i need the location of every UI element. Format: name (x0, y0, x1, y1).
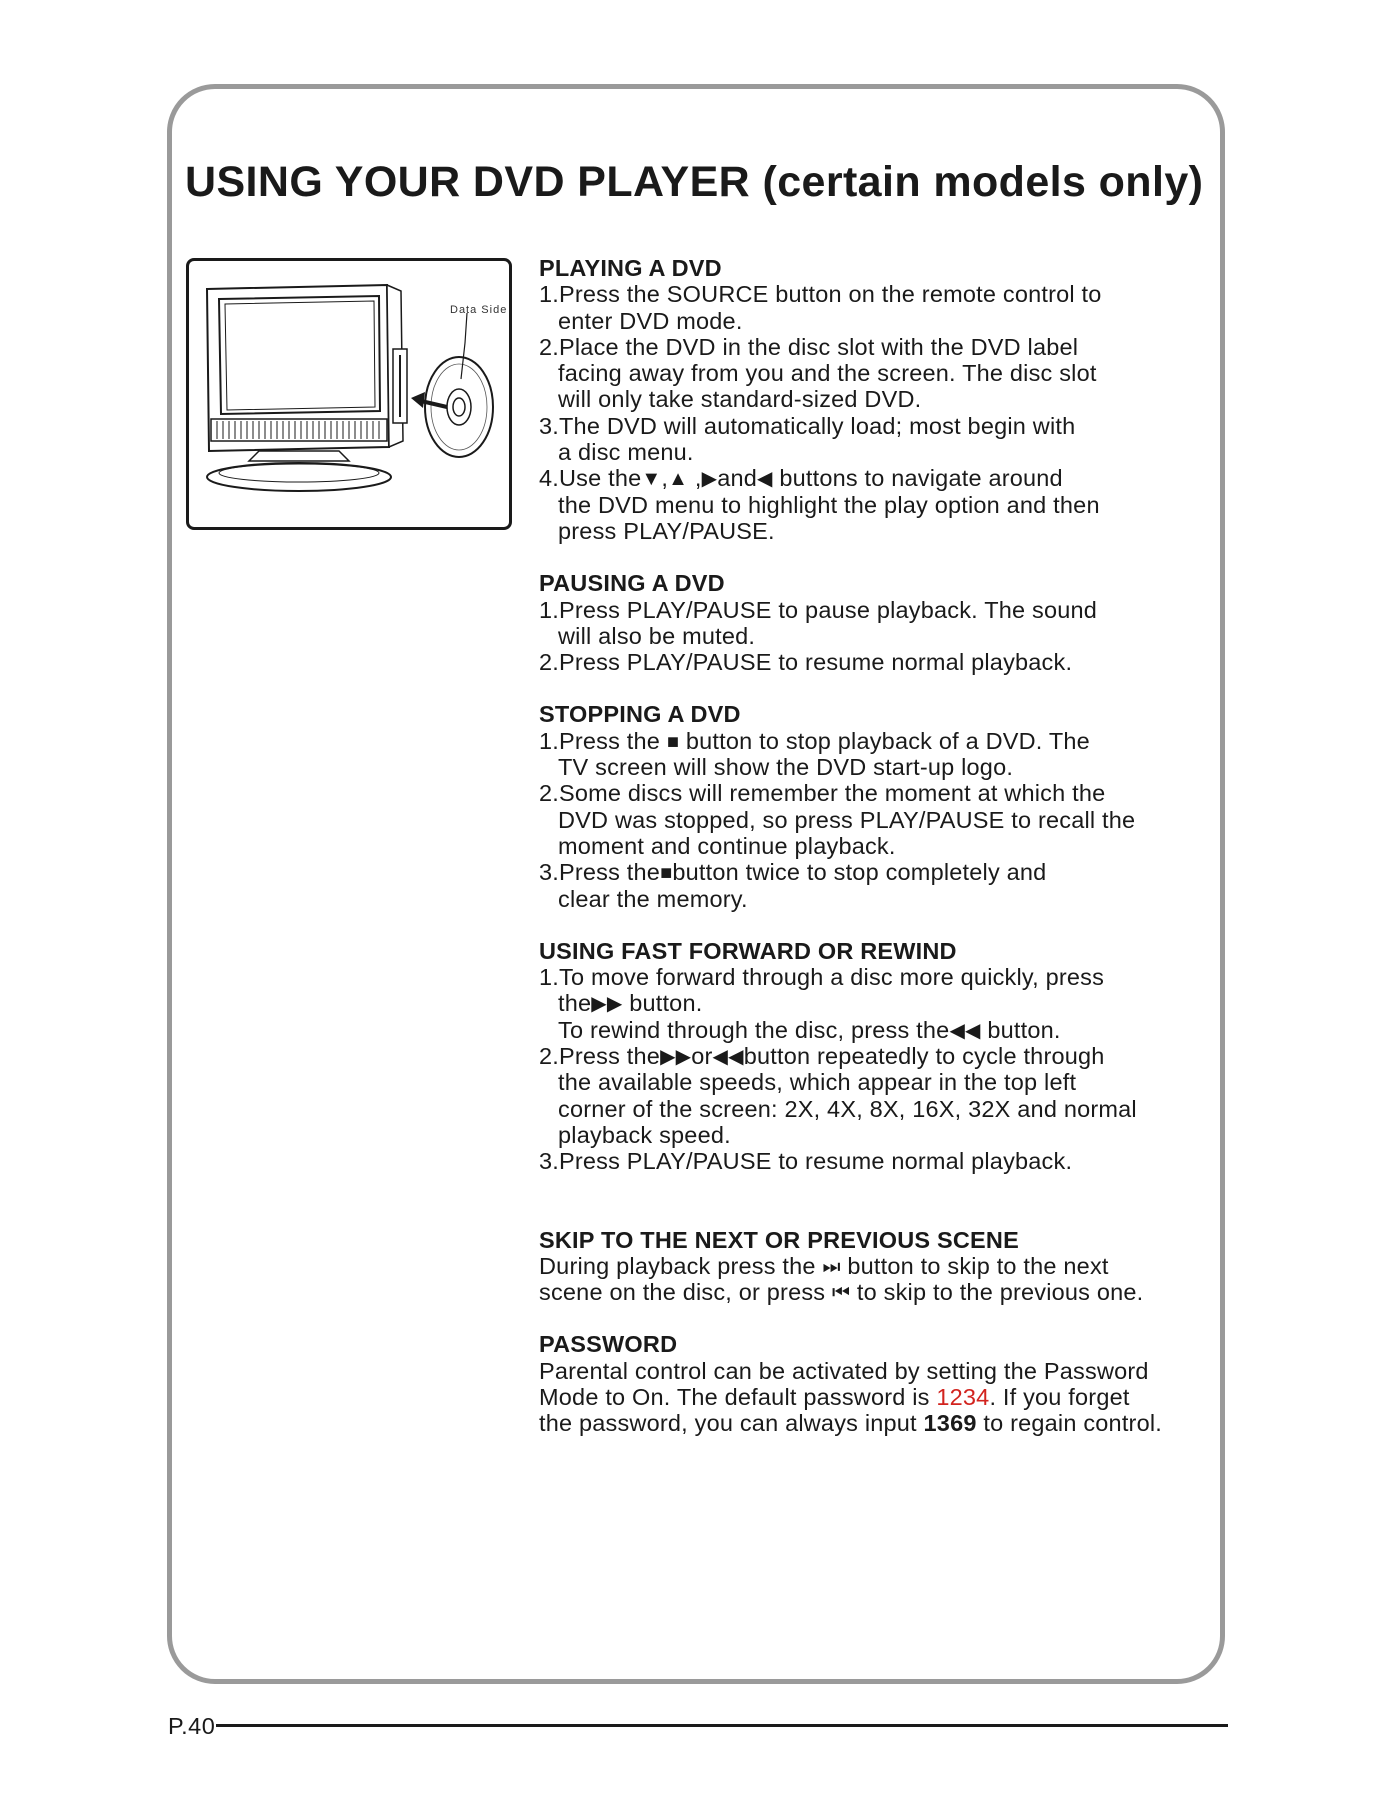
text: button to stop playback of a DVD. The (685, 727, 1090, 754)
stop-square-icon: ■ (660, 862, 673, 885)
fast-forward-icon: ▶▶ (660, 1046, 692, 1069)
section-pausing (539, 570, 1219, 675)
list-item: a disc menu. (558, 439, 694, 466)
list-item: the available speeds, which appear in the top left (558, 1069, 1077, 1096)
list-item: DVD was stopped, so press PLAY/PAUSE to recall the (558, 806, 1136, 833)
section-heading-pausing: PAUSING A DVD (539, 570, 725, 597)
list-item (539, 990, 1219, 1016)
section-heading-stopping: STOPPING A DVD (539, 701, 741, 728)
footer-divider (216, 1724, 1228, 1727)
text: 2.Press the (539, 1043, 661, 1070)
section-heading-skip: SKIP TO THE NEXT OR PREVIOUS SCENE (539, 1226, 1019, 1253)
stop-square-icon: ■ (666, 730, 680, 753)
list-item: 3.The DVD will automatically load; most begin with (539, 412, 1076, 439)
default-password-value: 1234 (936, 1383, 990, 1410)
paragraph-line: Parental control can be activated by setting the Password (539, 1357, 1149, 1384)
text: the (558, 990, 592, 1017)
skip-next-icon: ⏭ (822, 1255, 841, 1278)
instructions (539, 255, 1219, 1437)
text: . If you forget (989, 1383, 1130, 1410)
text: buttons to navigate around (779, 465, 1063, 492)
text: , (694, 465, 702, 492)
paragraph-line (539, 1279, 1219, 1305)
list-item: facing away from you and the screen. The disc slot (558, 360, 1097, 387)
tv-disc-drawing (189, 261, 515, 533)
text: 3.Press the (539, 859, 661, 886)
text: to skip to the previous one. (856, 1279, 1144, 1306)
list-item: the DVD menu to highlight the play option and then (558, 491, 1100, 518)
list-item: playback speed. (558, 1121, 731, 1148)
list-item: corner of the screen: 2X, 4X, 8X, 16X, 32X and normal (558, 1095, 1137, 1122)
text: button repeatedly to cycle through (743, 1043, 1105, 1070)
list-item: 1.Press PLAY/PAUSE to pause playback. The sound (539, 596, 1098, 623)
section-skip (539, 1227, 1219, 1306)
text: the password, you can always input (539, 1410, 917, 1437)
list-item: 1.To move forward through a disc more quickly, press (539, 964, 1105, 991)
section-heading-playing: PLAYING A DVD (539, 255, 722, 281)
section-heading-password: PASSWORD (539, 1331, 678, 1358)
text: scene on the disc, or press (539, 1279, 826, 1306)
fast-forward-icon: ▶▶ (591, 993, 623, 1016)
text: During playback press the (539, 1252, 816, 1279)
text: Mode to On. The default password is (539, 1383, 930, 1410)
list-item: TV screen will show the DVD start-up logo. (558, 754, 1014, 781)
text: button. (987, 1016, 1061, 1043)
section-stopping (539, 701, 1219, 911)
list-item: will only take standard-sized DVD. (558, 386, 922, 413)
list-item: clear the memory. (558, 885, 748, 912)
data-side-label: Data Side (450, 304, 508, 316)
text: To rewind through the disc, press the (558, 1016, 950, 1043)
paragraph-line (539, 1384, 1219, 1410)
text: and (717, 465, 757, 492)
master-password-value: 1369 (923, 1410, 977, 1437)
skip-previous-icon: ⏮ (831, 1282, 851, 1305)
list-item: enter DVD mode. (558, 307, 743, 334)
rewind-icon: ◀◀ (949, 1019, 981, 1042)
list-item (539, 859, 1219, 885)
text: or (691, 1043, 713, 1070)
text: to regain control. (983, 1410, 1163, 1437)
tv-dvd-illustration (186, 258, 512, 530)
text: 4.Use the (539, 465, 642, 492)
text: button. (629, 990, 703, 1017)
triangle-right-icon: ▶ (701, 468, 718, 491)
list-item: press PLAY/PAUSE. (558, 517, 775, 544)
section-password (539, 1331, 1219, 1436)
section-heading-fastforward: USING FAST FORWARD OR REWIND (539, 937, 957, 964)
text: button twice to stop completely and (672, 859, 1047, 886)
triangle-up-icon: ▲ (668, 468, 689, 491)
paragraph-line (539, 1410, 1219, 1436)
list-item (539, 1017, 1219, 1043)
paragraph-line (539, 1253, 1219, 1279)
list-item (539, 1043, 1219, 1069)
text: 1.Press the (539, 727, 661, 754)
list-item: 2.Place the DVD in the disc slot with the DVD label (539, 333, 1079, 360)
text: button to skip to the next (847, 1252, 1109, 1279)
list-item: 3.Press PLAY/PAUSE to resume normal playback. (539, 1148, 1073, 1175)
page-number: P.40 (168, 1713, 216, 1739)
list-item (539, 728, 1219, 754)
page-title: USING YOUR DVD PLAYER (certain models only) (185, 158, 1204, 206)
text: , (661, 465, 669, 492)
section-fastforward (539, 938, 1219, 1175)
list-item: 2.Some discs will remember the moment at which the (539, 780, 1106, 807)
list-item: 1.Press the SOURCE button on the remote control to (539, 281, 1102, 308)
list-item: moment and continue playback. (558, 832, 896, 859)
section-playing (539, 255, 1219, 544)
triangle-left-icon: ◀ (757, 468, 773, 491)
rewind-icon: ◀◀ (712, 1046, 744, 1069)
list-item: will also be muted. (558, 622, 756, 649)
list-item: 2.Press PLAY/PAUSE to resume normal playback. (539, 649, 1073, 676)
list-item (539, 465, 1219, 491)
triangle-down-icon: ▼ (641, 468, 662, 491)
